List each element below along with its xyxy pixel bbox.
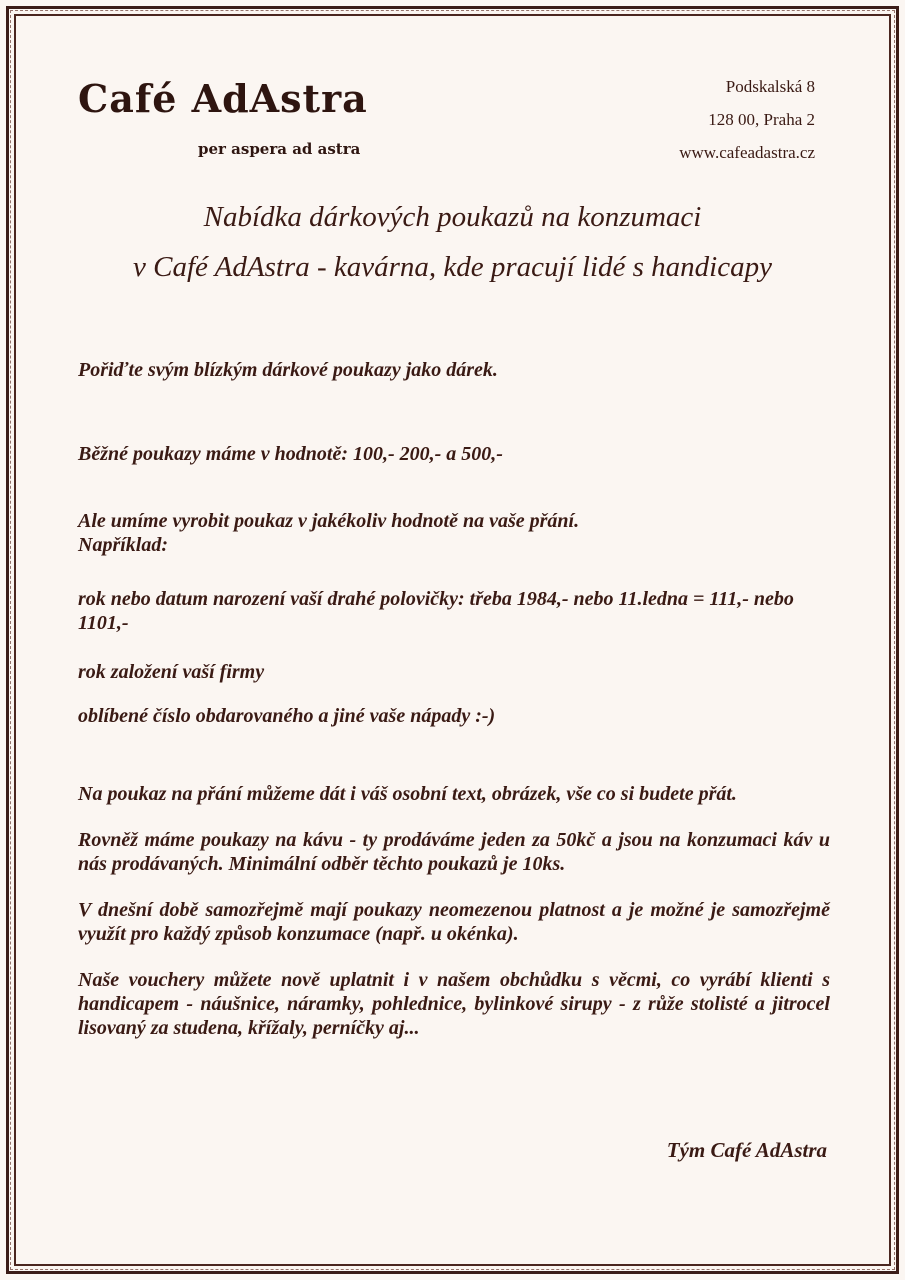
paragraph-coffee-vouchers: Rovněž máme poukazy na kávu - ty prodáváme jeden za 50kč a jsou na konzumaci káv u nás prodávaných. Minimální odběr těchto poukazů je 10ks. bbox=[78, 829, 830, 875]
paragraph-values: Běžné poukazy máme v hodnotě: 100,- 200,- a 500,- bbox=[78, 443, 503, 465]
cafe-logo: Café AdAstra bbox=[78, 76, 368, 121]
address-street: Podskalská 8 bbox=[725, 77, 815, 96]
signature: Tým Café AdAstra bbox=[666, 1138, 827, 1162]
paragraph-example-label: Například: bbox=[78, 534, 168, 556]
body-text bbox=[78, 358, 830, 1040]
paragraph-validity: V dnešní době samozřejmě mají poukazy neomezenou platnost a je možné je samozřejmě využít pro každý způsob konzumace (např. u okénka). bbox=[78, 899, 830, 945]
address-city: 128 00, Praha 2 bbox=[708, 110, 815, 129]
paragraph-example-number: oblíbené číslo obdarovaného a jiné vaše nápady :-) bbox=[78, 705, 496, 727]
paragraph-personal-text: Na poukaz na přání můžeme dát i váš osobní text, obrázek, vše co si budete přát. bbox=[78, 783, 737, 805]
paragraph-shop: Naše vouchery můžete nově uplatnit i v našem obchůdku s věcmi, co vyrábí klienti s handicapem - náušnice, náramky, pohlednice, bylinkové sirupy - z růže stolisté a jitrocel lisovaný za studena, křížaly, perníčky aj... bbox=[78, 969, 830, 1039]
page-title bbox=[50, 192, 855, 292]
paragraph-example-birthday: rok nebo datum narození vaší drahé polovičky: třeba 1984,- nebo 11.ledna = 111,- nebo 1101,- bbox=[78, 588, 794, 634]
paragraph-example-company: rok založení vaší firmy bbox=[78, 661, 265, 683]
logo-motto: per aspera ad astra bbox=[198, 140, 361, 158]
paragraph-intro: Pořiďte svým blízkým dárkové poukazy jako dárek. bbox=[78, 359, 498, 381]
title-line-1: Nabídka dárkových poukazů na konzumaci bbox=[203, 201, 702, 233]
address-block bbox=[679, 70, 815, 169]
paragraph-custom: Ale umíme vyrobit poukaz v jakékoliv hodnotě na vaše přání. bbox=[78, 510, 580, 532]
website-link[interactable]: www.cafeadastra.cz bbox=[679, 143, 815, 162]
title-line-2: v Café AdAstra - kavárna, kde pracují lidé s handicapy bbox=[133, 251, 772, 283]
